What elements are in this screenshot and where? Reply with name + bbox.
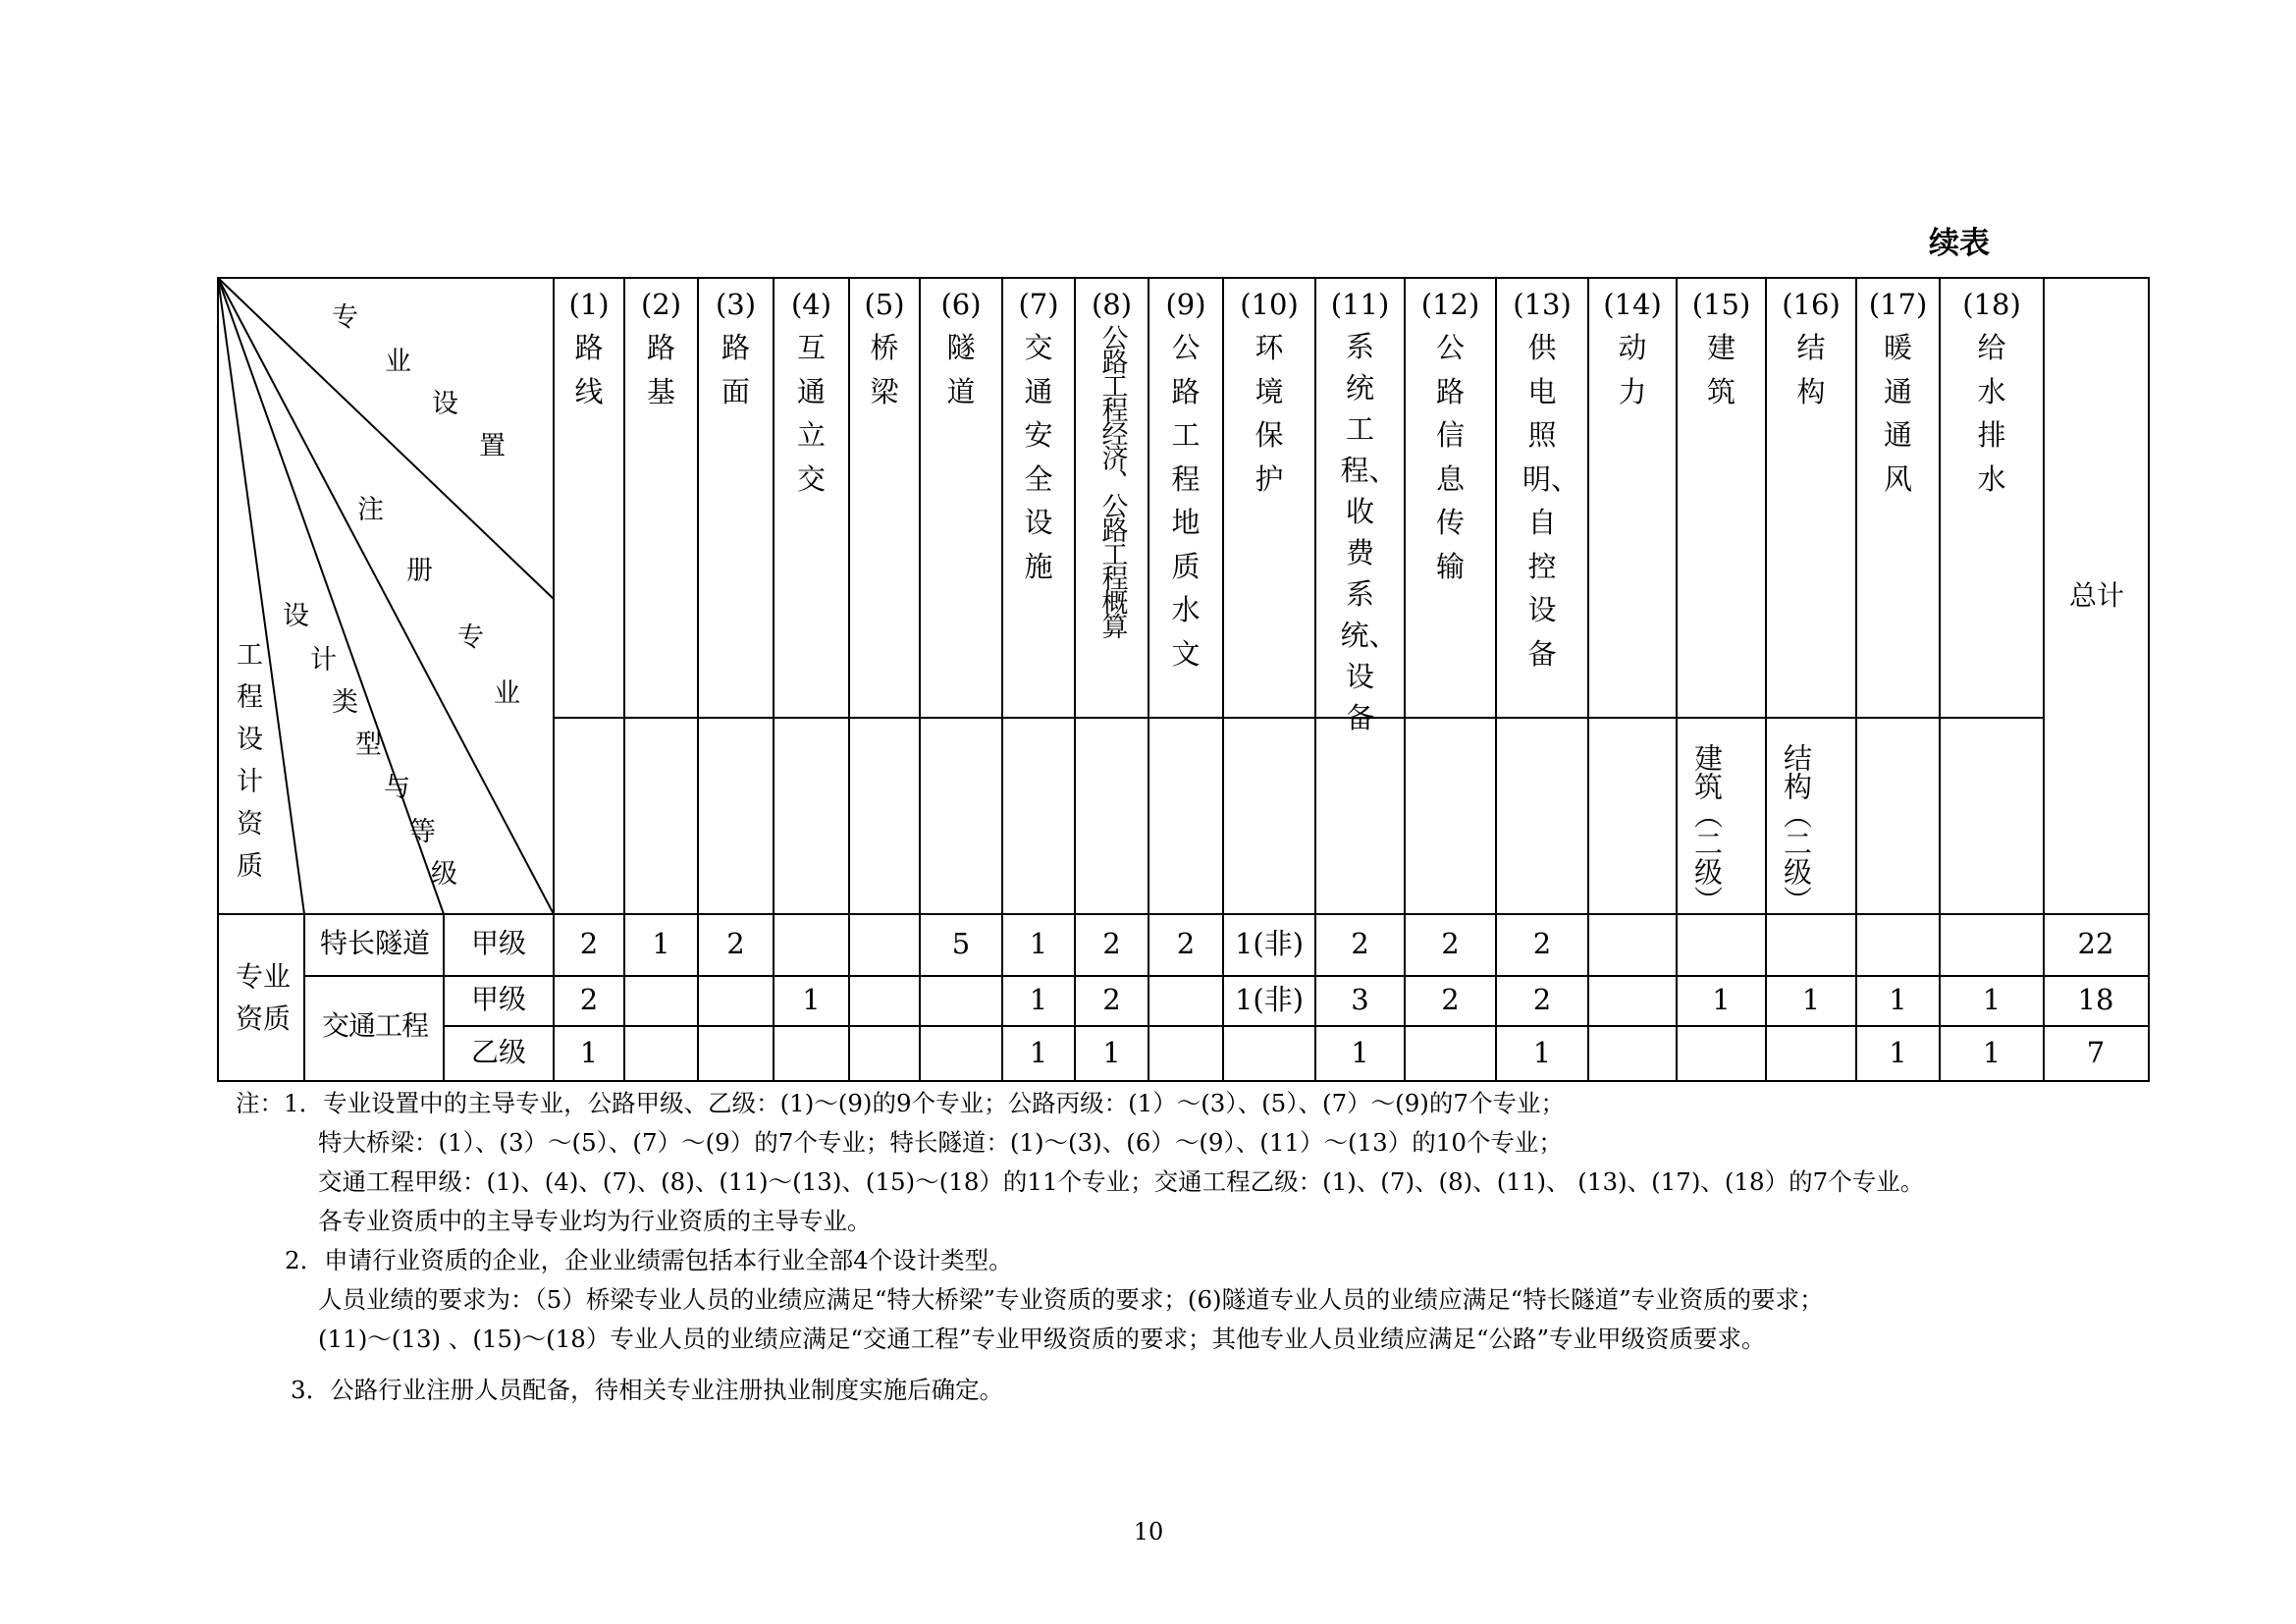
table-cell: 1 bbox=[1889, 1036, 1907, 1069]
diag-label-specialty-setting-2: 业 bbox=[385, 347, 411, 377]
note-3: 交通工程甲级：(1)、(4)、(7)、(8)、(11)～(13)、(15)～(18）的11个专业；交通工程乙级：(1)、(7)、(8)、(11)、 (13)、(17)、(18）的7个专业。 bbox=[318, 1167, 1925, 1196]
col-header-number: (6) bbox=[940, 288, 982, 321]
col-header-name: 系统工程、收费系统、设备 bbox=[1340, 330, 1398, 734]
col-header-name: 公路信息传输 bbox=[1435, 331, 1465, 583]
table-cell: 1(非) bbox=[1234, 927, 1305, 960]
table-cell: 3 bbox=[1351, 983, 1369, 1016]
note-5: 2．申请行业资质的企业，企业业绩需包括本行业全部4个设计类型。 bbox=[285, 1246, 1013, 1274]
row-type-label: 特长隧道 bbox=[319, 927, 430, 959]
diag-label-registered-2: 册 bbox=[406, 556, 433, 586]
table-cell: 2 bbox=[1532, 927, 1552, 960]
group-label-line1: 专业 bbox=[235, 960, 291, 993]
table-cell: 2 bbox=[726, 927, 745, 960]
diag-label-type-7: 级 bbox=[431, 859, 457, 890]
row-total: 22 bbox=[2077, 927, 2114, 960]
registered-col16: 结构（二级） bbox=[1780, 743, 1813, 914]
row-grade-label: 甲级 bbox=[470, 983, 526, 1015]
table-cell: 1 bbox=[1982, 1036, 2002, 1069]
col-header-name: 建筑 bbox=[1706, 331, 1735, 408]
table-cell: 1 bbox=[1712, 983, 1731, 1016]
table-cell: 1 bbox=[1351, 1036, 1369, 1069]
col-header-number: (17) bbox=[1868, 288, 1928, 321]
col-header-number: (11) bbox=[1330, 288, 1390, 321]
note-6: 人员业绩的要求为：（5）桥梁专业人员的业绩应满足“特大桥梁”专业资质的要求；(6)隧道专业人员的业绩应满足“特长隧道”专业资质的要求； bbox=[318, 1285, 1824, 1314]
table-cell: 2 bbox=[1351, 927, 1369, 960]
note-7: (11)～(13) 、(15)～(18）专业人员的业绩应满足“交通工程”专业甲级资质的要求；其他专业人员业绩应满足“公路”专业甲级资质要求。 bbox=[318, 1325, 1766, 1353]
note-4: 各专业资质中的主导专业均为行业资质的主导专业。 bbox=[318, 1207, 872, 1235]
col-header-number: (2) bbox=[640, 288, 682, 321]
col-header-number: (14) bbox=[1603, 288, 1662, 321]
row-total: 7 bbox=[2086, 1036, 2106, 1069]
diag-label-type-4: 型 bbox=[355, 730, 382, 760]
col-header-number: (5) bbox=[864, 288, 905, 321]
diag-label-specialty-setting-3: 设 bbox=[432, 389, 458, 419]
col-header-name: 桥梁 bbox=[870, 331, 899, 408]
diag-label-registered-1: 注 bbox=[357, 495, 384, 525]
col-header-number: (10) bbox=[1240, 288, 1299, 321]
col-header-number: (16) bbox=[1782, 288, 1841, 321]
row-grade-label: 甲级 bbox=[470, 927, 526, 959]
table-cell: 1(非) bbox=[1234, 983, 1305, 1016]
table-cell: 2 bbox=[1176, 927, 1196, 960]
col-header-number: (8) bbox=[1091, 288, 1133, 321]
diag-label-type-5: 与 bbox=[384, 773, 410, 803]
col-header-name: 公路工程地质水文 bbox=[1171, 331, 1201, 671]
table-cell: 1 bbox=[1801, 983, 1821, 1016]
row-grade-label: 乙级 bbox=[470, 1036, 526, 1068]
table-cell: 1 bbox=[1102, 1036, 1121, 1069]
col-header-name: 交通安全设施 bbox=[1024, 331, 1053, 583]
table-cell: 5 bbox=[951, 927, 971, 960]
note-2: 特大桥梁：(1）、(3）～(5）、(7）～(9）的7个专业；特长隧道：(1)～(3)、(6）～(9）、(11）～(13）的10个专业； bbox=[318, 1128, 1563, 1157]
col-header-name: 结构 bbox=[1796, 331, 1826, 408]
col-header-name: 环境保护 bbox=[1255, 331, 1284, 496]
col-header-number: (15) bbox=[1691, 288, 1751, 321]
page-number: 10 bbox=[1133, 1518, 1164, 1545]
table-cell: 1 bbox=[1029, 983, 1048, 1016]
table-cell: 1 bbox=[652, 927, 670, 960]
diag-label-type-1: 设 bbox=[283, 601, 309, 631]
table-cell: 2 bbox=[1441, 983, 1460, 1016]
table-cell: 2 bbox=[1441, 927, 1460, 960]
table-cell: 2 bbox=[1102, 927, 1121, 960]
table-cell: 2 bbox=[1102, 983, 1121, 1016]
col-header-name: 给水排水 bbox=[1977, 331, 2006, 496]
table-cell: 1 bbox=[1982, 983, 2002, 1016]
col-header-name: 动力 bbox=[1618, 331, 1647, 408]
notes bbox=[236, 1084, 2150, 1410]
total-header: 总计 bbox=[2068, 579, 2124, 612]
col-header-name: 路线 bbox=[574, 331, 604, 408]
table-cell: 1 bbox=[802, 983, 821, 1016]
table-cell: 1 bbox=[1029, 1036, 1048, 1069]
col-header-number: (3) bbox=[715, 288, 757, 321]
col-header-number: (4) bbox=[790, 288, 832, 321]
col-header-number: (9) bbox=[1165, 288, 1206, 321]
col-header-name: 路基 bbox=[646, 331, 675, 408]
table-cell: 2 bbox=[579, 927, 599, 960]
col-header-number: (18) bbox=[1962, 288, 2021, 321]
table-cell: 1 bbox=[1889, 983, 1907, 1016]
table-cell: 2 bbox=[579, 983, 599, 1016]
col-header-number: (7) bbox=[1018, 288, 1059, 321]
row-type-label: 交通工程 bbox=[321, 1009, 428, 1042]
note-1: 注：1．专业设置中的主导专业，公路甲级、乙级：(1)～(9)的9个专业；公路丙级：(1）～(3）、(5）、(7）～(9)的7个专业； bbox=[236, 1089, 1565, 1117]
diag-label-type-3: 类 bbox=[332, 687, 358, 718]
col-header-number: (12) bbox=[1420, 288, 1480, 321]
col-header-name: 互通立交 bbox=[796, 331, 826, 496]
row-total: 18 bbox=[2077, 983, 2114, 1016]
note-8: 3．公路行业注册人员配备，待相关专业注册执业制度实施后确定。 bbox=[291, 1376, 1004, 1404]
table-cell: 1 bbox=[1029, 927, 1048, 960]
col-header-name: 暖通通风 bbox=[1883, 331, 1912, 496]
col-header-number: (1) bbox=[568, 288, 610, 321]
col-header-name: 公路工程经济、公路工程概算 bbox=[1096, 324, 1128, 637]
table-cell: 1 bbox=[579, 1036, 599, 1069]
diag-label-specialty-setting-1: 专 bbox=[332, 302, 358, 333]
diag-label-engineering-qualification: 工程设计资质 bbox=[232, 640, 262, 893]
registered-col15: 建筑（二级） bbox=[1690, 743, 1724, 914]
group-label-line2: 资质 bbox=[235, 1002, 291, 1035]
col-header-number: (13) bbox=[1513, 288, 1572, 321]
diag-label-registered-4: 业 bbox=[494, 678, 520, 709]
col-header-name: 隧道 bbox=[946, 331, 976, 408]
diag-label-type-2: 计 bbox=[310, 645, 337, 676]
diag-label-type-6: 等 bbox=[409, 817, 436, 847]
col-header-name: 路面 bbox=[721, 331, 750, 408]
continued-label: 续表 bbox=[1929, 226, 1990, 261]
table-cell: 1 bbox=[1532, 1036, 1552, 1069]
diag-label-specialty-setting-4: 置 bbox=[479, 431, 506, 461]
diag-label-registered-3: 专 bbox=[457, 623, 484, 653]
col-header-name: 供电照明、自控设备 bbox=[1522, 331, 1580, 671]
table-cell: 2 bbox=[1532, 983, 1552, 1016]
